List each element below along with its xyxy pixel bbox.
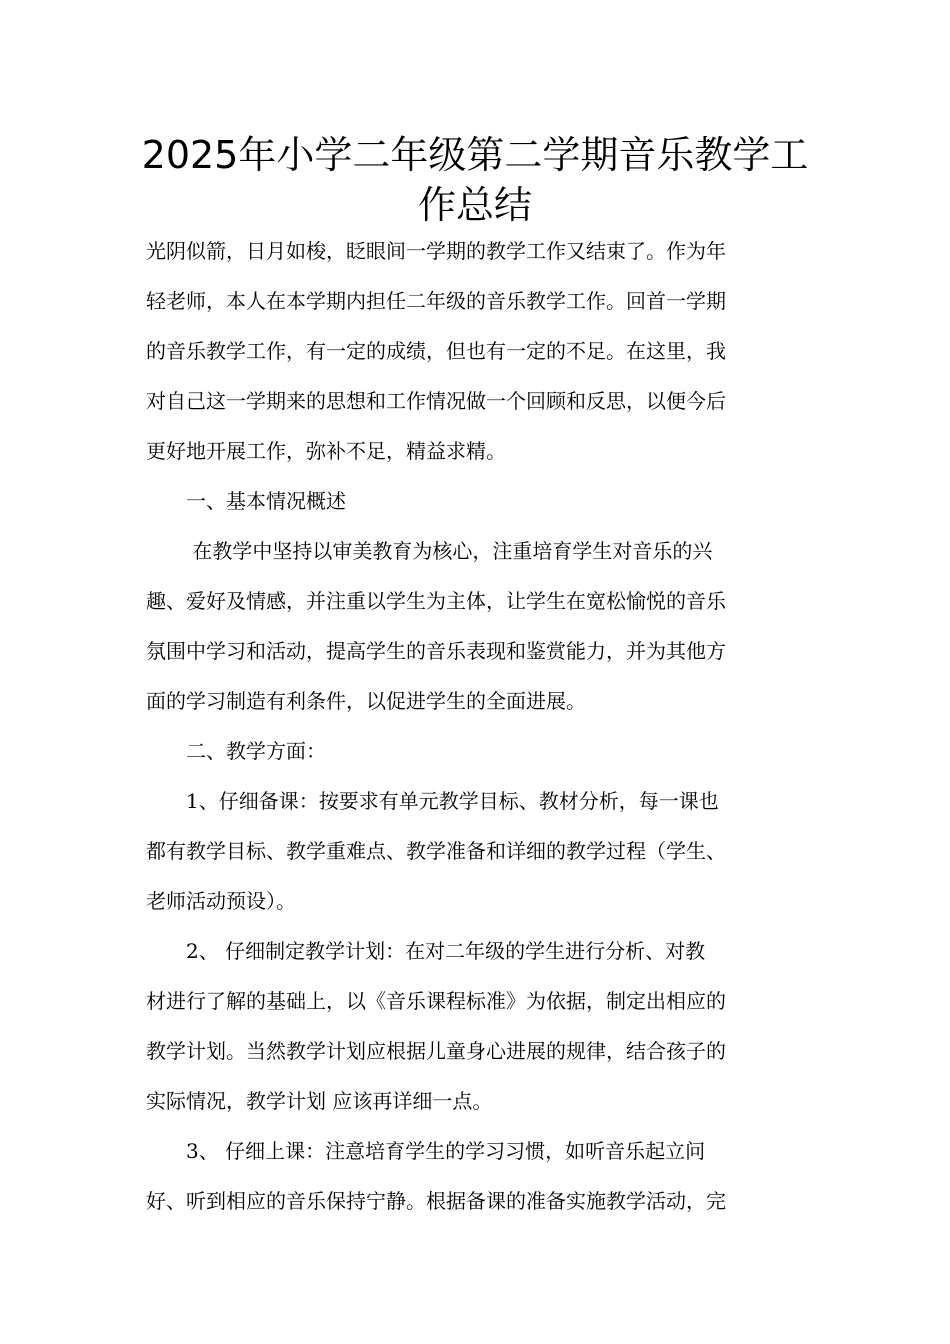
body-line: 材进行了解的基础上，以《音乐课程标准》为依据，制定出相应的 (146, 989, 726, 1013)
body-line: 老师活动预设）。 (146, 889, 296, 913)
body-line: 好、听到相应的音乐保持宁静。根据备课的准备实施教学活动，完 (146, 1189, 726, 1213)
document-title-line-1: 2025年小学二年级第二学期音乐教学工 (141, 133, 809, 177)
body-line: 3、 仔细上课：注意培育学生的学习习惯，如听音乐起立问 (146, 1139, 706, 1163)
body-line: 教学计划。当然教学计划应根据儿童身心进展的规律，结合孩子的 (146, 1039, 726, 1063)
section-heading: 一、基本情况概述 (146, 489, 346, 513)
body-line: 更好地开展工作，弥补不足，精益求精。 (146, 439, 506, 463)
body-line: 的音乐教学工作，有一定的成绩，但也有一定的不足。在这里，我 (146, 339, 726, 363)
body-line: 轻老师，本人在本学期内担任二年级的音乐教学工作。回首一学期 (146, 289, 726, 313)
body-line: 趣、爱好及情感，并注重以学生为主体，让学生在宽松愉悦的音乐 (146, 589, 726, 613)
body-line: 2、 仔细制定教学计划：在对二年级的学生进行分析、对教 (146, 939, 706, 963)
body-line: 都有教学目标、教学重难点、教学准备和详细的教学过程（学生、 (146, 839, 726, 863)
body-line: 面的学习制造有利条件，以促进学生的全面进展。 (146, 689, 586, 713)
body-line: 1、仔细备课：按要求有单元教学目标、教材分析，每一课也 (146, 789, 719, 813)
document-title-line-2: 作总结 (417, 183, 532, 227)
body-line: 光阴似箭，日月如梭，眨眼间一学期的教学工作又结束了。作为年 (146, 239, 726, 263)
body-line: 氛围中学习和活动，提高学生的音乐表现和鉴赏能力，并为其他方 (146, 639, 726, 663)
body-line: 对自己这一学期来的思想和工作情况做一个回顾和反思，以便今后 (146, 389, 726, 413)
body-line: 在教学中坚持以审美教育为核心，注重培育学生对音乐的兴 (146, 539, 713, 563)
body-line: 实际情况，教学计划 应该再详细一点。 (146, 1089, 493, 1113)
section-heading: 二、教学方面： (146, 739, 326, 763)
